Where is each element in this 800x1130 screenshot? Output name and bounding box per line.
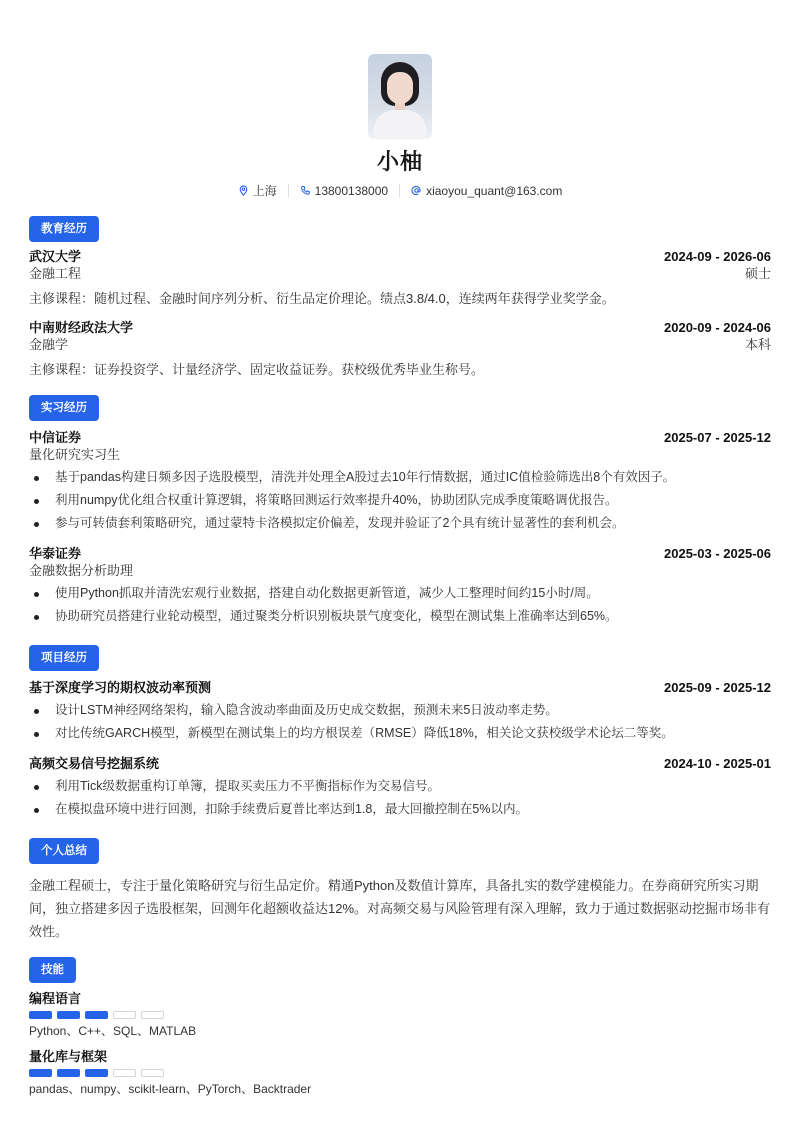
divider xyxy=(399,184,400,197)
level-segment-empty xyxy=(113,1069,136,1077)
level-segment-filled xyxy=(57,1069,80,1077)
project-name: 高频交易信号挖掘系统 xyxy=(29,756,160,771)
location-text: 上海 xyxy=(252,184,277,198)
contact-email[interactable] xyxy=(411,184,562,198)
course-description: 主修课程：随机过程、金融时间序列分析、衍生品定价理论。绩点3.8/4.0，连续两年获得学业奖学金。 xyxy=(29,291,615,306)
contact-phone xyxy=(300,184,388,198)
bullet-list xyxy=(29,699,771,745)
at-sign-icon xyxy=(411,185,422,196)
skill-name: 编程语言 xyxy=(29,991,82,1006)
level-segment-filled xyxy=(85,1011,108,1019)
bullet-list xyxy=(29,466,771,535)
education-section xyxy=(29,216,771,378)
company-name: 华泰证券 xyxy=(29,546,82,561)
candidate-name: 小柚 xyxy=(376,149,423,174)
internship-section xyxy=(29,395,771,628)
degree: 硕士 xyxy=(744,266,771,281)
project-name: 基于深度学习的期权波动率预测 xyxy=(29,680,212,695)
phone-icon xyxy=(300,185,311,196)
bullet-item: 使用Python抓取并清洗宏观行业数据，搭建自动化数据更新管道，减少人工整理时间约15小时/周。 xyxy=(29,582,771,605)
date-range: 2025-07 - 2025-12 xyxy=(664,430,771,445)
level-segment-empty xyxy=(141,1069,164,1077)
bullet-list xyxy=(29,582,771,628)
bullet-item: 利用Tick级数据重构订单簿，提取买卖压力不平衡指标作为交易信号。 xyxy=(29,775,771,798)
section-tag-internship: 实习经历 xyxy=(29,395,99,421)
location-pin-icon xyxy=(238,185,249,196)
bullet-item: 对比传统GARCH模型，新模型在测试集上的均方根误差（RMSE）降低18%，相关论文获校级学术论坛二等奖。 xyxy=(29,722,771,745)
contact-location xyxy=(238,182,277,199)
project-entry xyxy=(29,679,771,745)
bullet-item: 协助研究员搭建行业轮动模型，通过聚类分析识别板块景气度变化，模型在测试集上准确率达到65%。 xyxy=(29,605,771,628)
contact-info xyxy=(238,182,563,199)
summary-section xyxy=(29,838,771,943)
degree: 本科 xyxy=(744,337,771,352)
skills-section xyxy=(29,957,771,1097)
school-name: 武汉大学 xyxy=(29,249,82,264)
phone-text: 13800138000 xyxy=(314,183,389,198)
resume-header xyxy=(29,54,771,199)
skill-items: pandas、numpy、scikit-learn、PyTorch、Backtrader xyxy=(29,1082,312,1096)
education-entry xyxy=(29,248,771,307)
email-text[interactable]: xiaoyou_quant@163.com xyxy=(426,183,563,198)
section-tag-projects: 项目经历 xyxy=(29,645,99,671)
date-range: 2024-09 - 2026-06 xyxy=(664,249,771,264)
bullet-item: 基于pandas构建日频多因子选股模型，清洗并处理全A股过去10年行情数据，通过IC值检验筛选出8个有效因子。 xyxy=(29,466,771,489)
bullet-item: 参与可转债套利策略研究，通过蒙特卡洛模拟定价偏差，发现并验证了2个具有统计显著性的套利机会。 xyxy=(29,512,771,535)
course-description: 主修课程：证券投资学、计量经济学、固定收益证券。获校级优秀毕业生称号。 xyxy=(29,362,485,377)
school-name: 中南财经政法大学 xyxy=(29,320,134,335)
date-range: 2020-09 - 2024-06 xyxy=(664,320,771,335)
skill-items: Python、C++、SQL、MATLAB xyxy=(29,1024,197,1038)
date-range: 2024-10 - 2025-01 xyxy=(664,756,771,771)
company-name: 中信证券 xyxy=(29,430,82,445)
skill-name: 量化库与框架 xyxy=(29,1049,108,1064)
summary-text: 金融工程硕士，专注于量化策略研究与衍生品定价。精通Python及数值计算库，具备扎实的数学建模能力。在券商研究所实习期间，独立搭建多因子选股框架，回测年化超额收益达12%。对高频交易与风险管理有深入理解，致力于通过数据驱动挖掘市场非有效性。 xyxy=(29,878,771,939)
bullet-item: 利用numpy优化组合权重计算逻辑，将策略回测运行效率提升40%，协助团队完成季度策略调优报告。 xyxy=(29,489,771,512)
level-segment-filled xyxy=(85,1069,108,1077)
major: 金融学 xyxy=(29,337,69,352)
major: 金融工程 xyxy=(29,266,82,281)
section-tag-education: 教育经历 xyxy=(29,216,99,242)
bullet-item: 在模拟盘环境中进行回测，扣除手续费后夏普比率达到1.8，最大回撤控制在5%以内。 xyxy=(29,798,771,821)
date-range: 2025-09 - 2025-12 xyxy=(664,680,771,695)
skill-group xyxy=(29,1048,771,1097)
level-segment-empty xyxy=(113,1011,136,1019)
date-range: 2025-03 - 2025-06 xyxy=(664,546,771,561)
divider xyxy=(288,184,289,197)
skill-group xyxy=(29,990,771,1039)
bullet-item: 设计LSTM神经网络架构，输入隐含波动率曲面及历史成交数据，预测未来5日波动率走势。 xyxy=(29,699,771,722)
profile-photo xyxy=(368,54,432,139)
projects-section xyxy=(29,645,771,821)
bullet-list xyxy=(29,775,771,821)
section-tag-skills: 技能 xyxy=(29,957,76,983)
level-segment-filled xyxy=(57,1011,80,1019)
section-tag-summary: 个人总结 xyxy=(29,838,99,864)
project-entry xyxy=(29,755,771,821)
job-role: 量化研究实习生 xyxy=(29,447,121,462)
job-role: 金融数据分析助理 xyxy=(29,563,134,578)
internship-entry xyxy=(29,429,771,535)
level-segment-empty xyxy=(141,1011,164,1019)
skill-level-bar xyxy=(29,1011,771,1019)
education-entry xyxy=(29,319,771,378)
level-segment-filled xyxy=(29,1011,52,1019)
level-segment-filled xyxy=(29,1069,52,1077)
internship-entry xyxy=(29,545,771,628)
skill-level-bar xyxy=(29,1069,771,1077)
